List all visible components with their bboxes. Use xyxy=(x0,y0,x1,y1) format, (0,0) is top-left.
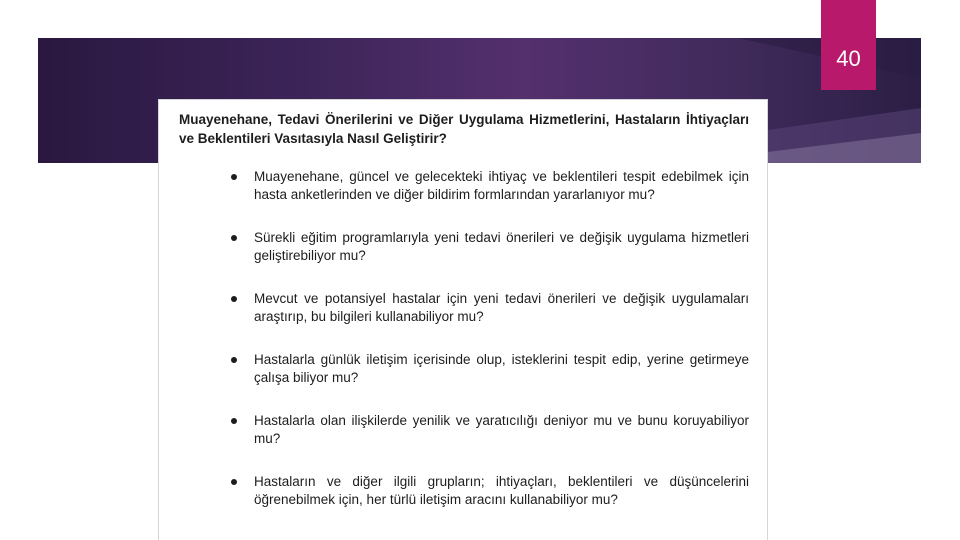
question-text: Hastaların ve diğer ilgili grupların; ihtiyaçları, beklentileri ve düşüncelerini öğrenebilmek için, her türlü iletişim aracını kullanabiliyor mu? xyxy=(254,474,749,507)
question-list xyxy=(159,168,767,534)
list-item xyxy=(159,168,767,203)
list-item xyxy=(159,229,767,264)
question-text: Sürekli eğitim programlarıyla yeni tedavi önerileri ve değişik uygulama hizmetleri geliştirebiliyor mu? xyxy=(254,230,749,263)
list-item xyxy=(159,412,767,447)
bullet-icon xyxy=(231,357,237,363)
list-item xyxy=(159,351,767,386)
bullet-icon xyxy=(231,235,237,241)
bullet-icon xyxy=(231,174,237,180)
question-text: Hastalarla olan ilişkilerde yenilik ve yaratıcılığı deniyor mu ve bunu koruyabiliyor mu? xyxy=(254,413,749,446)
bullet-icon xyxy=(231,479,237,485)
question-text: Mevcut ve potansiyel hastalar için yeni tedavi önerileri ve değişik uygulamaları araştırıp, bu bilgileri kullanabiliyor mu? xyxy=(254,291,749,324)
list-item xyxy=(159,290,767,325)
question-text: Hastalarla günlük iletişim içerisinde olup, isteklerini tespit edip, yerine getirmeye çalışa biliyor mu? xyxy=(254,352,749,385)
question-text: Muayenehane, güncel ve gelecekteki ihtiyaç ve beklentileri tespit edebilmek için hasta anketlerinden ve diğer bildirim formlarından yararlanıyor mu? xyxy=(254,169,749,202)
page-number: 40 xyxy=(821,0,876,90)
document-title: Muayenehane, Tedavi Önerilerini ve Diğer Uygulama Hizmetlerini, Hastaların İhtiyaçları ve Beklentileri Vasıtasıyla Nasıl Geliştirir? xyxy=(179,112,749,146)
bullet-icon xyxy=(231,418,237,424)
bullet-icon xyxy=(231,296,237,302)
document-image xyxy=(158,99,768,540)
list-item xyxy=(159,473,767,508)
